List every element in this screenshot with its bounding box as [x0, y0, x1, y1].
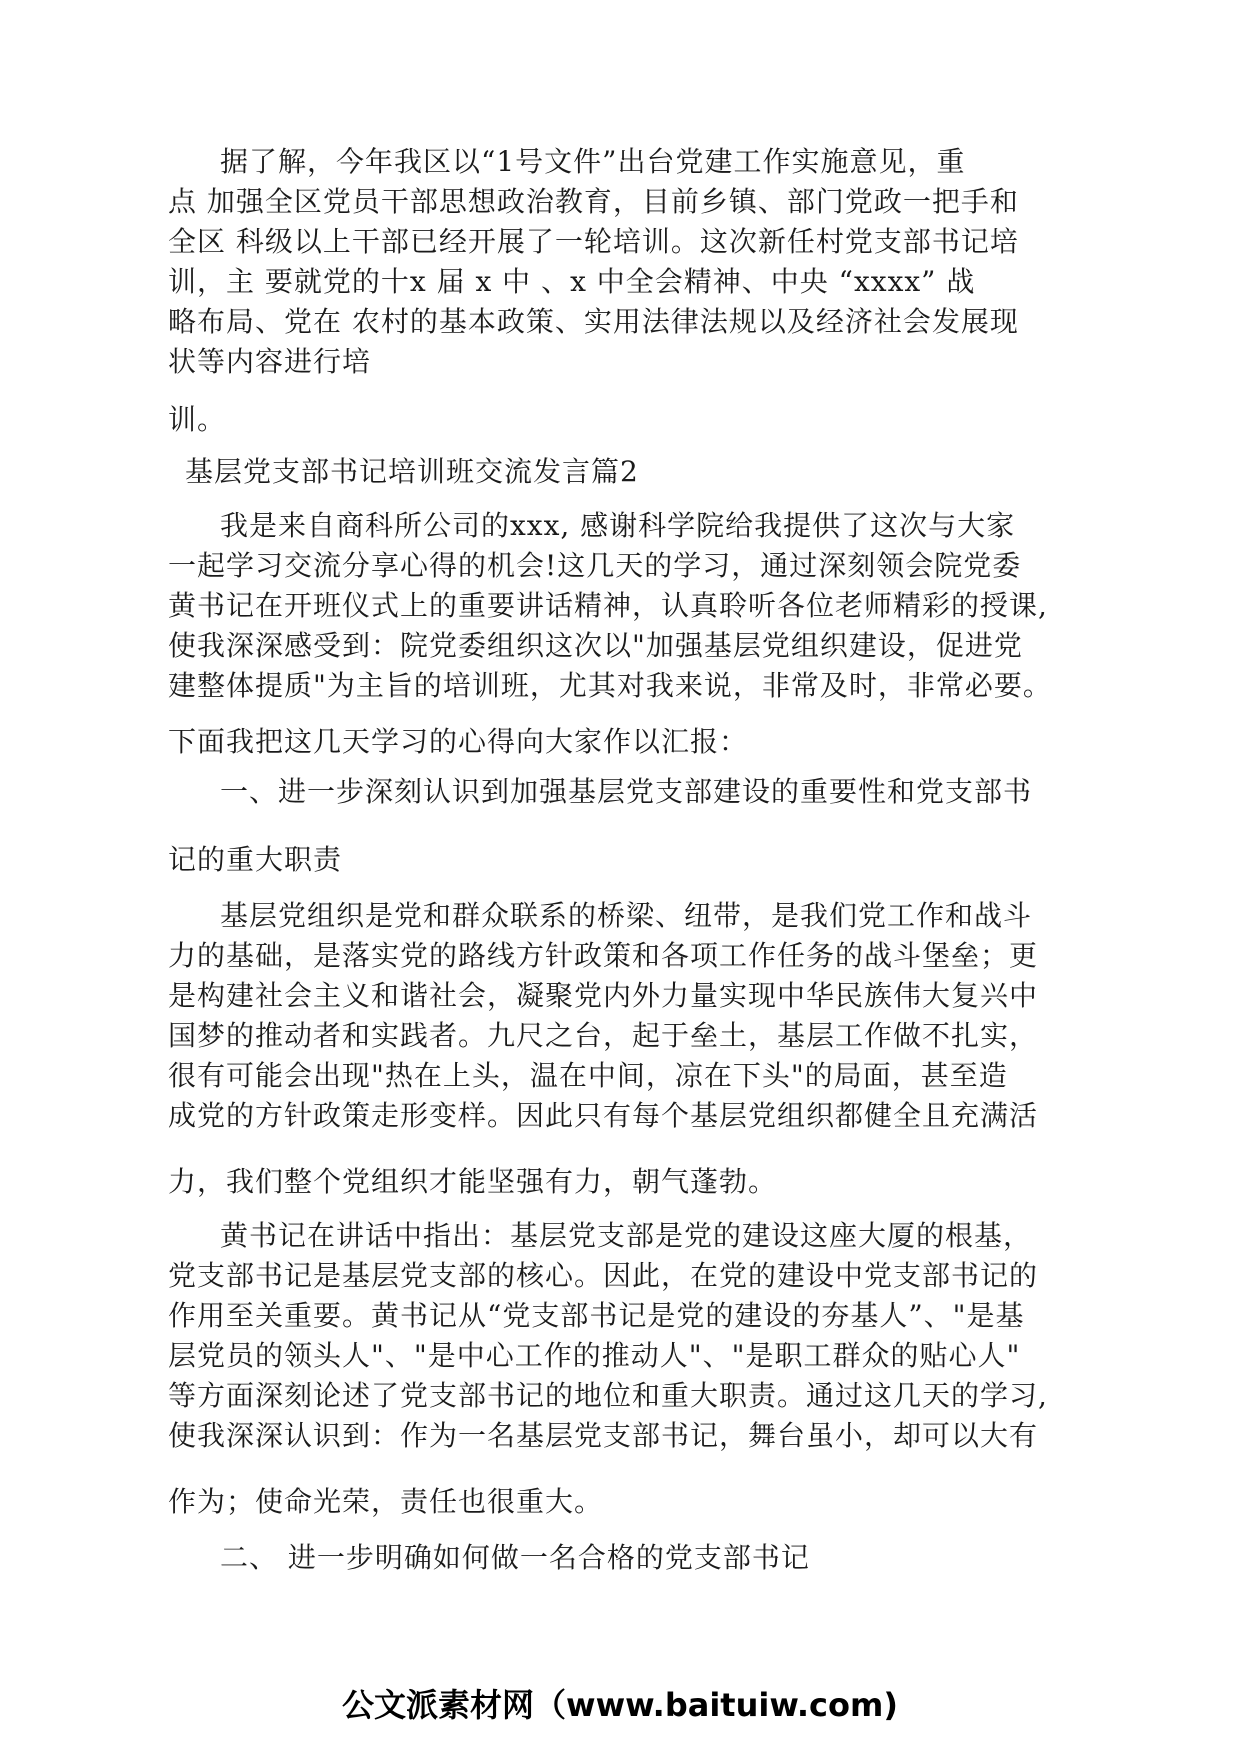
paragraph-line: 作用至关重要。黄书记从“党支部书记是党的建设的夯基人”、"是基: [168, 1299, 1025, 1332]
paragraph-line: 是构建社会主义和谐社会，凝聚党内外力量实现中华民族伟大复兴中: [168, 979, 1039, 1012]
paragraph-line: 一起学习交流分享心得的机会!这几天的学习，通过深刻领会院党委: [168, 549, 1022, 582]
paragraph-line: 成党的方针政策走形变样。因此只有每个基层党组织都健全且充满活: [168, 1099, 1039, 1132]
paragraph-line: 层党员的领头人"、"是中心工作的推动人"、"是职工群众的贴心人": [168, 1339, 1021, 1372]
paragraph-line: 略布局、党在 农村的基本政策、实用法律法规以及经济社会发展现: [168, 305, 1019, 338]
paragraph-line: 党支部书记是基层党支部的核心。因此，在党的建设中党支部书记的: [168, 1259, 1039, 1292]
paragraph-line: 使我深深感受到：院党委组织这次以"加强基层党组织建设，促进党: [168, 629, 1023, 662]
paragraph-line: 状等内容进行培: [168, 345, 372, 378]
footer-watermark: 公文派素材网（www.baituiw.com): [342, 1686, 898, 1724]
paragraph-line: 训，主 要就党的十x 届 x 中 、x 中全会精神、中央 “xxxx” 战: [168, 265, 976, 298]
paragraph-line: 等方面深刻论述了党支部书记的地位和重大职责。通过这几天的学习,: [168, 1379, 1048, 1412]
paragraph-line: 很有可能会出现"热在上头，温在中间，凉在下头"的局面，甚至造: [168, 1059, 1008, 1092]
section-heading: 基层党支部书记培训班交流发言篇2: [185, 455, 639, 488]
paragraph-line: 作为；使命光荣，责任也很重大。: [168, 1485, 604, 1518]
section-heading: 一、进一步深刻认识到加强基层党支部建设的重要性和党支部书: [220, 775, 1033, 808]
paragraph-line: 使我深深认识到：作为一名基层党支部书记，舞台虽小，却可以大有: [168, 1419, 1039, 1452]
paragraph-line: 力的基础，是落实党的路线方针政策和各项工作任务的战斗堡垒；更: [168, 939, 1039, 972]
paragraph-line: 黄书记在开班仪式上的重要讲话精神，认真聆听各位老师精彩的授课,: [168, 589, 1048, 622]
section-heading: 二、 进一步明确如何做一名合格的党支部书记: [220, 1541, 810, 1574]
section-heading: 记的重大职责: [168, 843, 343, 876]
paragraph-line: 全区 科级以上干部已经开展了一轮培训。这次新任村党支部书记培: [168, 225, 1019, 258]
paragraph-line: 点 加强全区党员干部思想政治教育，目前乡镇、部门党政一把手和: [168, 185, 1019, 218]
paragraph-line: 力，我们整个党组织才能坚强有力，朝气蓬勃。: [168, 1165, 778, 1198]
paragraph-line: 下面我把这几天学习的心得向大家作以汇报：: [168, 725, 749, 758]
paragraph-line: 建整体提质"为主旨的培训班，尤其对我来说，非常及时，非常必要。: [168, 669, 1052, 702]
paragraph-line: 黄书记在讲话中指出：基层党支部是党的建设这座大厦的根基，: [220, 1219, 1033, 1252]
paragraph-line: 基层党组织是党和群众联系的桥梁、纽带，是我们党工作和战斗: [220, 899, 1033, 932]
paragraph-line: 国梦的推动者和实践者。九尺之台，起于垒土，基层工作做不扎实，: [168, 1019, 1039, 1052]
paragraph-line: 我是来自商科所公司的xxx, 感谢科学院给我提供了这次与大家: [220, 509, 1016, 542]
paragraph-line: 训。: [168, 403, 227, 436]
paragraph-line: 据了解，今年我区以“1号文件”出台党建工作实施意见，重: [220, 145, 966, 178]
